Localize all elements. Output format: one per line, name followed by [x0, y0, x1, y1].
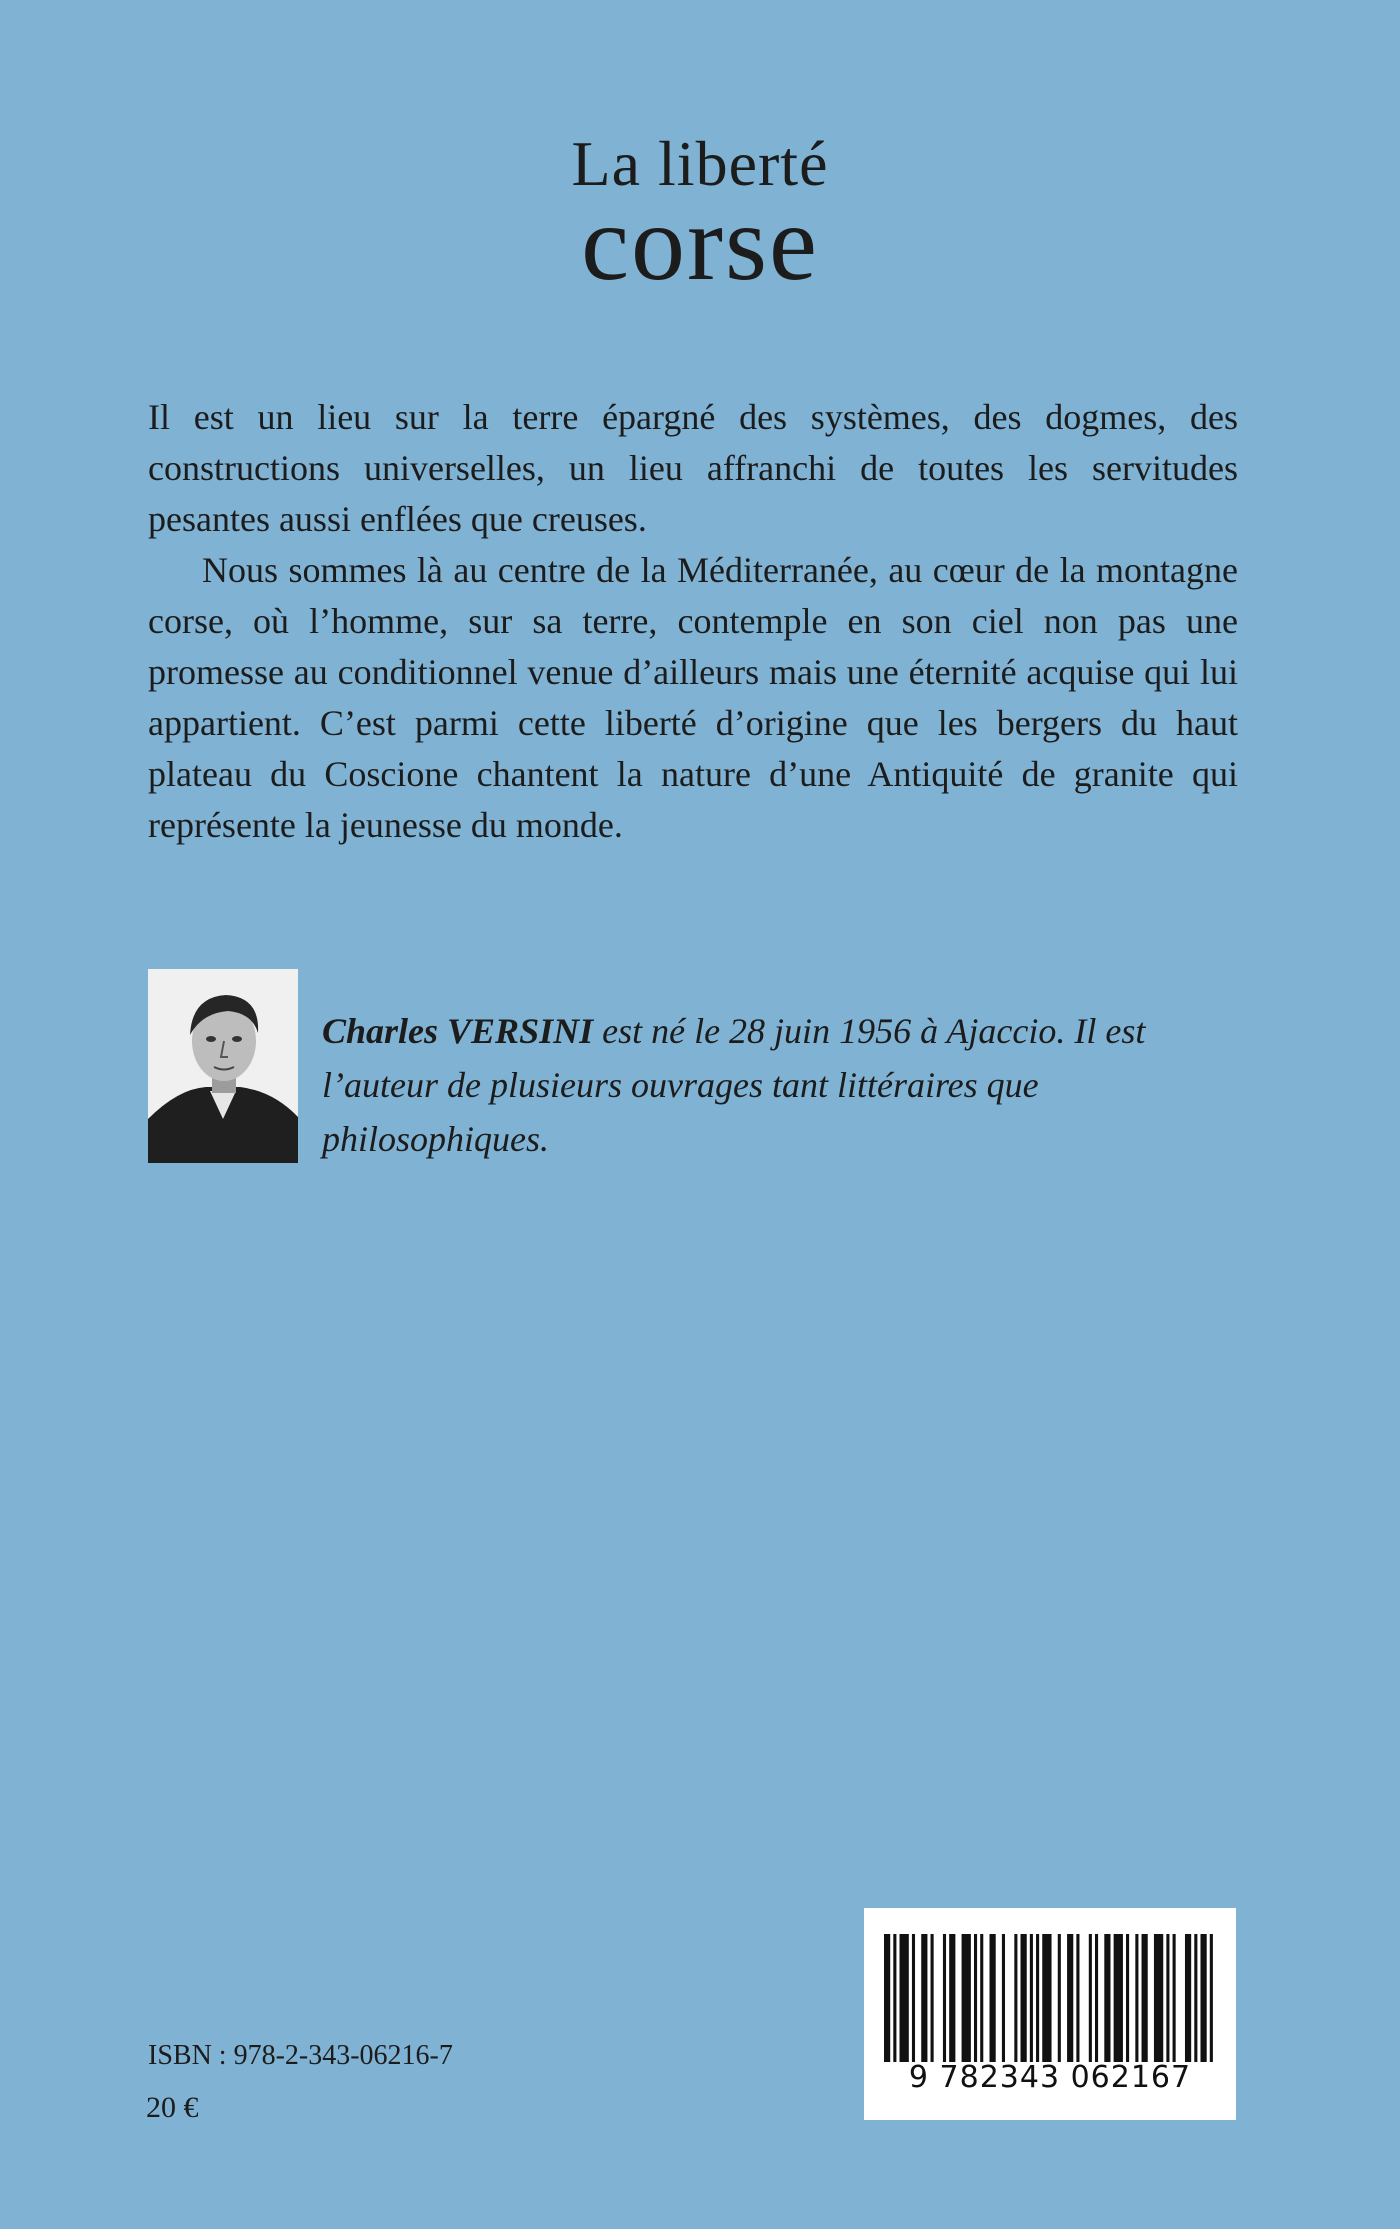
barcode-bar: [943, 1934, 946, 2062]
barcode-bar: [1185, 1934, 1191, 2062]
barcode-bar: [1030, 1934, 1033, 2062]
barcode-bar: [1042, 1934, 1051, 2062]
author-bio-text: est né le 28 juin 1956 à Ajaccio. Il est l’auteur de plusieurs ouvrages tant littéraires que philosophiques.: [322, 1011, 1146, 1159]
title-line-2: corse: [581, 184, 819, 303]
barcode-bar: [1058, 1934, 1061, 2062]
barcode-bar: [884, 1934, 890, 2062]
blurb-paragraph-2: Nous sommes là au centre de la Méditerranée, au cœur de la montagne corse, où l’homme, sur sa terre, contemple en son ciel non pas une promesse au conditionnel venue d’ailleurs mais une éternité acquise qui lui appartient. C’est parmi cette liberté d’origine que les bergers du haut plateau du Coscione chantent la nature d’une Antiquité de granite qui représente la jeunesse du monde.: [148, 550, 1238, 845]
barcode-bar: [1104, 1934, 1110, 2062]
title-line-1: La liberté: [571, 128, 829, 199]
barcode-bar: [1076, 1934, 1079, 2062]
barcode-digits: 9 782343 062167: [908, 2060, 1192, 2095]
barcode-bar: [931, 1934, 934, 2062]
barcode-bar: [980, 1934, 983, 2062]
barcode-bar: [1173, 1934, 1176, 2062]
barcode-bar: [962, 1934, 971, 2062]
blurb-paragraph-1: Il est un lieu sur la terre épargné des systèmes, des dogmes, des constructions universelles, un lieu affranchi de toutes les servitudes pesantes aussi enflées que creuses.: [148, 397, 1238, 539]
author-portrait-image: [148, 969, 298, 1163]
barcode-bar: [1114, 1934, 1123, 2062]
barcode-bar: [1194, 1934, 1197, 2062]
barcode-bar: [1166, 1934, 1169, 2062]
barcode-bar: [1067, 1934, 1073, 2062]
barcode-bar: [1142, 1934, 1148, 2062]
back-cover-blurb: [148, 392, 1238, 851]
barcode-bar: [1014, 1934, 1017, 2062]
barcode-bar: [921, 1934, 927, 2062]
barcode-bar: [1036, 1934, 1039, 2062]
barcode-bar: [912, 1934, 915, 2062]
barcode-bar: [1210, 1934, 1213, 2062]
barcode-bar: [1002, 1934, 1005, 2062]
author-bio: [322, 1004, 1242, 1166]
barcode-bar: [1200, 1934, 1206, 2062]
barcode-bar: [1126, 1934, 1129, 2062]
barcode-bar: [1089, 1934, 1092, 2062]
book-title: [0, 128, 1400, 303]
barcode-bar: [893, 1934, 896, 2062]
barcode-bar: [1095, 1934, 1098, 2062]
author-name: Charles VERSINI: [322, 1011, 594, 1051]
barcode-bar: [1154, 1934, 1163, 2062]
barcode-bar: [974, 1934, 977, 2062]
barcode-bar: [990, 1934, 996, 2062]
barcode-bar: [1135, 1934, 1138, 2062]
author-photo: [148, 969, 298, 1163]
barcode: [864, 1908, 1236, 2120]
barcode-bar: [949, 1934, 955, 2062]
barcode-bar: [1021, 1934, 1027, 2062]
barcode-bars: [884, 1934, 1216, 2062]
isbn-number: ISBN : 978-2-343-06216-7: [148, 2040, 453, 2071]
price: 20 €: [146, 2091, 199, 2124]
barcode-bar: [900, 1934, 909, 2062]
